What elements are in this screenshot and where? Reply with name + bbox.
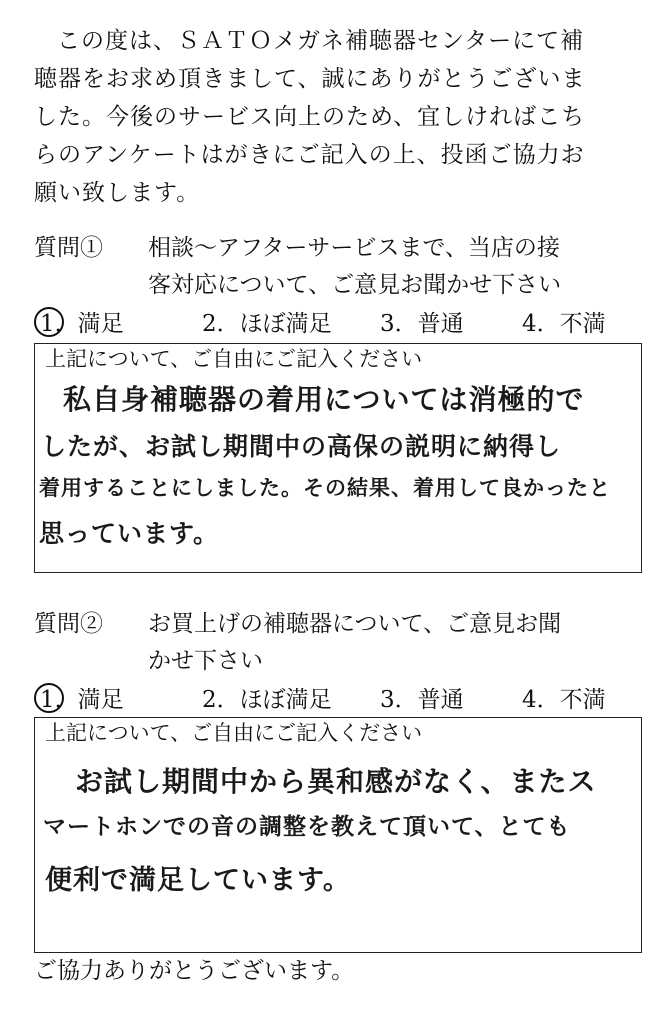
question2-box-prompt: 上記について、ご自由にご記入ください [45, 721, 423, 745]
question1-choice-3[interactable]: 3．普通 [380, 311, 464, 337]
question2-choice-1[interactable]: 1．満足 [40, 685, 124, 715]
question1-text-line2: 客対応について、ご意見お聞かせ下さい [148, 272, 562, 298]
question2-label: 質問② [34, 611, 103, 637]
closing-message: ご協力ありがとうございます。 [34, 958, 355, 984]
question2-text: お買上げの補聴器について、ご意見お聞 [148, 611, 562, 637]
question1-choices [34, 309, 644, 339]
intro-paragraph [34, 22, 644, 212]
question1-choice-2[interactable]: 2．ほぼ満足 [202, 311, 332, 337]
intro-line: 聴器をお求め頂きまして、誠にありがとうございま [34, 66, 586, 92]
question2-choice-2[interactable]: 2．ほぼ満足 [202, 687, 332, 713]
question2-choice-3[interactable]: 3．普通 [380, 687, 464, 713]
question1-choice-1[interactable]: 1．満足 [40, 309, 124, 339]
question1-answer-box[interactable] [34, 343, 642, 573]
question2-choices [34, 685, 644, 715]
intro-line: この度は、ＳＡＴＯメガネ補聴器センターにて補 [57, 28, 585, 54]
selected-circle-mark [34, 307, 64, 337]
handwritten-line: 私自身補聴器の着用については消極的で [63, 383, 585, 416]
question1-label: 質問① [34, 235, 103, 261]
handwritten-line: 思っています。 [39, 519, 220, 548]
question1-choice-4[interactable]: 4．不満 [522, 311, 606, 337]
question2-text-line2: かせ下さい [148, 648, 263, 674]
handwritten-line: 着用することにしました。その結果、着用して良かったと [39, 476, 611, 500]
handwritten-line: マートホンでの音の調整を教えて頂いて、とても [43, 814, 571, 840]
intro-line: 願い致します。 [34, 180, 201, 206]
handwritten-line: したが、お試し期間中の高保の説明に納得し [41, 432, 562, 461]
intro-line: らのアンケートはがきにご記入の上、投函ご協力お [34, 142, 585, 168]
handwritten-line: 便利で満足しています。 [45, 865, 351, 896]
question2-choice-4[interactable]: 4．不満 [522, 687, 606, 713]
question1-box-prompt: 上記について、ご自由にご記入ください [45, 347, 423, 371]
question2-text-cont [0, 644, 665, 678]
question1-header [0, 231, 665, 265]
question2-answer-box[interactable] [34, 717, 642, 953]
intro-line: した。今後のサービス向上のため、宜しければこち [34, 104, 586, 130]
handwritten-line: お試し期間中から異和感がなく、またス [75, 765, 597, 798]
question1-text-cont [0, 268, 665, 302]
selected-circle-mark [34, 683, 64, 713]
question2-header [0, 607, 665, 641]
question1-text: 相談〜アフターサービスまで、当店の接 [148, 235, 560, 261]
